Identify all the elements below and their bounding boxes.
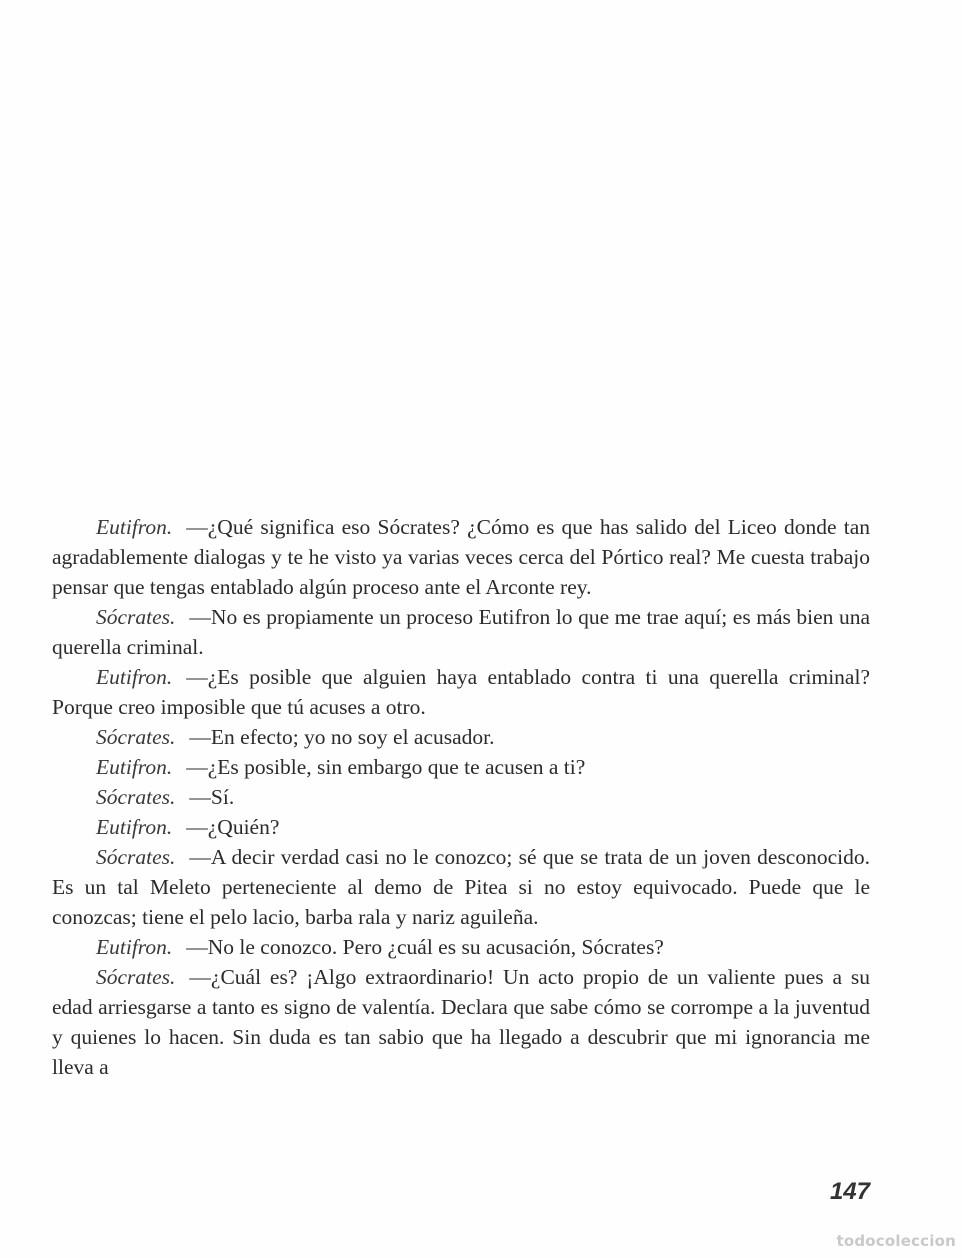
speaker-name: Eutifron. — [96, 935, 173, 959]
speech-text: —¿Qué significa eso Sócrates? ¿Cómo es que has salido del Liceo donde tan agradablemente dialogas y te he visto ya varias veces cerca del Pórtico real? Me cuesta trabajo pensar que tengas entablado algún proceso ante el Arconte rey. — [52, 515, 870, 599]
page-number: 147 — [829, 1178, 870, 1205]
dialogue-line — [52, 782, 870, 812]
watermark: todocoleccion — [836, 1232, 956, 1250]
speech-text: —¿Cuál es? ¡Algo extraordinario! Un acto propio de un valiente pues a su edad arriesgarse a tanto es signo de valentía. Declara que sabe cómo se corrompe a la juventud y quienes lo hacen. Sin duda es tan sabio que ha llegado a descubrir que mi ignorancia me lleva a — [52, 965, 870, 1079]
dialogue-line — [52, 842, 870, 932]
speaker-name: Sócrates. — [96, 605, 176, 629]
speech-text: —¿Es posible, sin embargo que te acusen a ti? — [186, 755, 586, 779]
speaker-name: Sócrates. — [96, 845, 176, 869]
speech-text: —No es propiamente un proceso Eutifron lo que me trae aquí; es más bien una querella criminal. — [52, 605, 870, 659]
speaker-name: Sócrates. — [96, 725, 176, 749]
speech-text: —¿Es posible que alguien haya entablado contra ti una querella criminal? Porque creo imposible que tú acuses a otro. — [52, 665, 870, 719]
speech-text: —¿Quién? — [186, 815, 280, 839]
dialogue-line — [52, 962, 870, 1082]
dialogue-line — [52, 662, 870, 722]
speech-text: —En efecto; yo no soy el acusador. — [189, 725, 495, 749]
speaker-name: Eutifron. — [96, 515, 173, 539]
speaker-name: Eutifron. — [96, 665, 173, 689]
speech-text: —A decir verdad casi no le conozco; sé que se trata de un joven desconocido. Es un tal Meleto perteneciente al demo de Pitea si no estoy equivocado. Puede que le conozcas; tiene el pelo lacio, barba rala y nariz aguileña. — [52, 845, 870, 929]
speech-text: —Sí. — [189, 785, 235, 809]
speaker-name: Eutifron. — [96, 815, 173, 839]
dialogue-line — [52, 812, 870, 842]
dialogue-line — [52, 722, 870, 752]
dialogue-line — [52, 512, 870, 602]
dialogue-line — [52, 752, 870, 782]
speaker-name: Sócrates. — [96, 965, 176, 989]
speaker-name: Eutifron. — [96, 755, 173, 779]
speaker-name: Sócrates. — [96, 785, 176, 809]
dialogue-line — [52, 602, 870, 662]
dialogue-line — [52, 932, 870, 962]
dialogue-text — [52, 512, 870, 1082]
speech-text: —No le conozco. Pero ¿cuál es su acusación, Sócrates? — [186, 935, 664, 959]
